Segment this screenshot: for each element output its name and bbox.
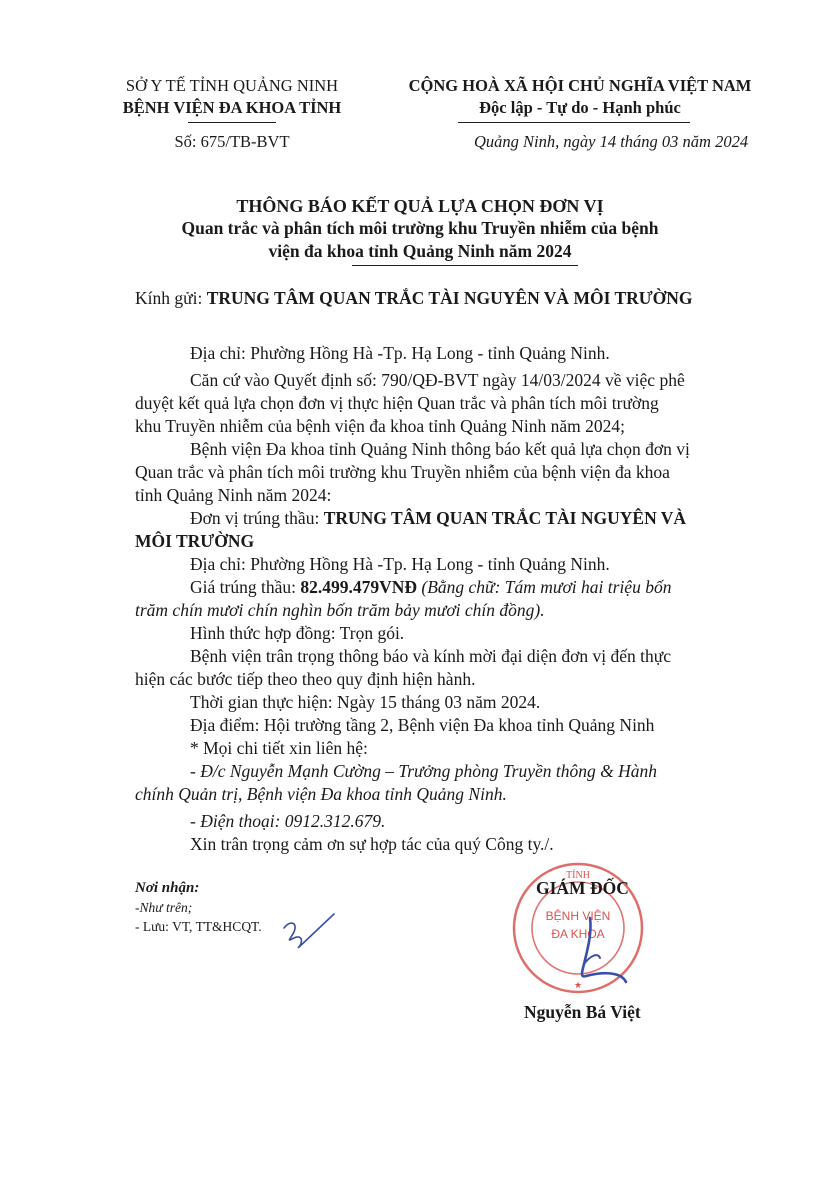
- contract-form: Hình thức hợp đồng: Trọn gói.: [190, 623, 405, 643]
- ministry-name: SỞ Y TẾ TỈNH QUẢNG NINH: [125, 76, 339, 95]
- contact-intro: * Mọi chi tiết xin liên hệ:: [190, 738, 368, 758]
- initials-mark: [280, 908, 340, 954]
- contact-line1: - Đ/c Nguyễn Mạnh Cường – Trưởng phòng Truyền thông & Hành: [190, 761, 657, 781]
- notice-line2: Quan trắc và phân tích môi trường khu Truyền nhiễm của bệnh viện đa khoa: [135, 462, 670, 482]
- place-date: Quảng Ninh, ngày 14 tháng 03 năm 2024: [474, 132, 749, 151]
- motto-underline: [458, 122, 690, 123]
- document-title: THÔNG BÁO KẾT QUẢ LỰA CHỌN ĐƠN VỊ: [236, 196, 604, 216]
- invite-line1: Bệnh viện trân trọng thông báo và kính mời đại diện đơn vị đến thực: [190, 646, 671, 666]
- title-underline: [352, 265, 578, 266]
- price-label: Giá trúng thầu:: [190, 577, 301, 597]
- basis-line2: duyệt kết quả lựa chọn đơn vị thực hiện Quan trắc và phân tích môi trường: [135, 393, 659, 413]
- price-words: (Bằng chữ: Tám mươi hai triệu bốn: [417, 577, 672, 597]
- contact-phone: - Điện thoại: 0912.312.679.: [190, 811, 386, 831]
- seal-top-text: TỈNH: [566, 870, 590, 881]
- execution-location: Địa điểm: Hội trường tầng 2, Bệnh viện Đa khoa tỉnh Quảng Ninh: [190, 715, 655, 735]
- country-name: CỘNG HOÀ XÃ HỘI CHỦ NGHĨA VIỆT NAM: [408, 76, 752, 95]
- basis-line1: Căn cứ vào Quyết định số: 790/QĐ-BVT ngày 14/03/2024 về việc phê: [190, 370, 685, 390]
- winner-line2: MÔI TRƯỜNG: [135, 531, 255, 551]
- winner-label: Đơn vị trúng thầu:: [190, 508, 324, 528]
- recipients-item2: - Lưu: VT, TT&HCQT.: [135, 919, 262, 934]
- header-left-underline: [188, 122, 276, 123]
- recipients-title: Nơi nhận:: [135, 880, 200, 896]
- address-winner: Địa chỉ: Phường Hồng Hà -Tp. Hạ Long - tỉnh Quảng Ninh.: [190, 554, 610, 574]
- price-line1: [190, 577, 671, 598]
- signature-position: GIÁM ĐỐC: [536, 878, 629, 898]
- price-words-line2: trăm chín mươi chín nghìn bốn trăm bảy mươi chín đồng).: [135, 600, 545, 620]
- recipient-line: [135, 288, 693, 309]
- contact-line2: chính Quản trị, Bệnh viện Đa khoa tỉnh Quảng Ninh.: [135, 784, 507, 804]
- notice-line1: Bệnh viện Đa khoa tỉnh Quảng Ninh thông báo kết quả lựa chọn đơn vị: [190, 439, 690, 459]
- seal-line2: ĐA KHOA: [551, 927, 605, 941]
- invite-line2: hiện các bước tiếp theo theo quy định hiện hành.: [135, 669, 476, 689]
- signer-name: Nguyễn Bá Việt: [524, 1002, 641, 1022]
- price-value: 82.499.479VNĐ: [300, 577, 417, 597]
- thanks-line: Xin trân trọng cảm ơn sự hợp tác của quý Công ty./.: [190, 834, 554, 854]
- recipient-name: TRUNG TÂM QUAN TRẮC TÀI NGUYÊN VÀ MÔI TRƯỜNG: [206, 288, 693, 308]
- svg-text:★: ★: [573, 980, 583, 990]
- motto: Độc lập - Tự do - Hạnh phúc: [479, 98, 681, 117]
- winner-line1: [190, 508, 686, 529]
- execution-time: Thời gian thực hiện: Ngày 15 tháng 03 năm 2024.: [190, 692, 541, 712]
- document-number: Số: 675/TB-BVT: [174, 132, 290, 151]
- winner-name: TRUNG TÂM QUAN TRẮC TÀI NGUYÊN VÀ: [323, 508, 687, 528]
- title-subject-line2: viện đa khoa tỉnh Quảng Ninh năm 2024: [268, 241, 572, 261]
- notice-line3: tỉnh Quảng Ninh năm 2024:: [135, 485, 332, 505]
- basis-line3: khu Truyền nhiễm của bệnh viện đa khoa tỉnh Quảng Ninh năm 2024;: [135, 416, 625, 436]
- recipients-item1: -Như trên;: [135, 900, 193, 915]
- recipient-label: Kính gửi:: [135, 288, 207, 308]
- seal-line1: BỆNH VIỆN: [545, 909, 611, 923]
- title-subject-line1: Quan trắc và phân tích môi trường khu Truyền nhiễm của bệnh: [181, 218, 659, 238]
- hospital-name: BỆNH VIỆN ĐA KHOA TỈNH: [122, 98, 342, 117]
- address-recipient: Địa chỉ: Phường Hồng Hà -Tp. Hạ Long - tỉnh Quảng Ninh.: [190, 343, 610, 363]
- handwritten-signature: [560, 912, 640, 992]
